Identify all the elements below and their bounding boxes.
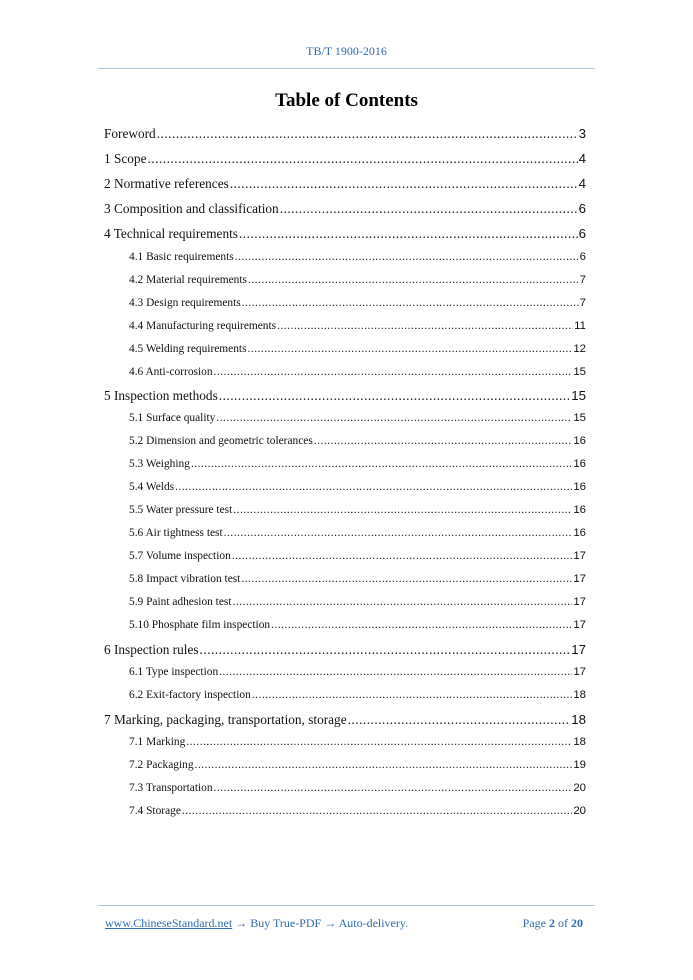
toc-entry-label: 5.1 Surface quality	[129, 412, 216, 424]
toc-entry-page-number: 16	[573, 481, 586, 493]
toc-entry-label: 4.4 Manufacturing requirements	[129, 320, 277, 332]
toc-dot-leader	[200, 642, 571, 658]
toc-entry-subsection[interactable]	[129, 596, 586, 608]
toc-entry-subsection[interactable]	[129, 412, 586, 424]
toc-dot-leader	[239, 226, 578, 242]
toc-entry-label: 4.3 Design requirements	[129, 297, 241, 309]
toc-entry-subsection[interactable]	[129, 458, 586, 470]
toc-entry-label: 5.5 Water pressure test	[129, 504, 233, 516]
toc-dot-leader	[195, 759, 573, 771]
toc-entry-page-number: 17	[573, 550, 586, 562]
toc-entry-page-number: 6	[578, 226, 586, 241]
toc-entry-section[interactable]	[104, 201, 586, 217]
toc-dot-leader	[230, 176, 578, 192]
toc-entry-page-number: 17	[571, 642, 586, 657]
toc-entry-page-number: 20	[573, 805, 586, 817]
toc-entry-page-number: 6	[579, 251, 586, 263]
page-footer	[105, 916, 583, 931]
toc-entry-page-number: 4	[578, 176, 586, 191]
toc-entry-label: 5.8 Impact vibration test	[129, 573, 241, 585]
toc-entry-label: 6 Inspection rules	[104, 642, 199, 657]
toc-dot-leader	[252, 689, 573, 701]
toc-dot-leader	[219, 666, 572, 678]
toc-dot-leader	[232, 550, 573, 562]
toc-dot-leader	[233, 596, 573, 608]
toc-entry-subsection[interactable]	[129, 251, 586, 263]
total-pages-number: 20	[571, 916, 583, 930]
toc-entry-label: 6.1 Type inspection	[129, 666, 219, 678]
toc-entry-label: 5.7 Volume inspection	[129, 550, 231, 562]
toc-entry-page-number: 16	[573, 435, 586, 447]
page-title: Table of Contents	[275, 90, 418, 111]
toc-entry-subsection[interactable]	[129, 366, 586, 378]
toc-dot-leader	[242, 297, 579, 309]
toc-entry-label: 5.6 Air tightness test	[129, 527, 223, 539]
current-page-number: 2	[549, 916, 555, 930]
toc-entry-label: 7 Marking, packaging, transportation, storage	[104, 712, 347, 727]
toc-entry-page-number: 15	[573, 412, 586, 424]
toc-entry-subsection[interactable]	[129, 274, 586, 286]
toc-entry-page-number: 17	[573, 596, 586, 608]
toc-entry-section[interactable]	[104, 388, 586, 404]
toc-entry-label: Foreword	[104, 126, 156, 141]
toc-dot-leader	[277, 320, 573, 332]
toc-entry-page-number: 7	[579, 274, 586, 286]
toc-dot-leader	[186, 736, 572, 748]
toc-entry-page-number: 16	[573, 527, 586, 539]
promo-text: → Buy True-PDF → Auto-delivery.	[232, 916, 409, 930]
page-word: Page	[522, 916, 546, 930]
toc-entry-subsection[interactable]	[129, 805, 586, 817]
toc-entry-label: 7.1 Marking	[129, 736, 186, 748]
toc-entry-page-number: 15	[571, 388, 586, 403]
toc-entry-page-number: 11	[574, 320, 586, 332]
toc-entry-label: 1 Scope	[104, 151, 147, 166]
toc-entry-label: 4.6 Anti-corrosion	[129, 366, 213, 378]
toc-entry-label: 5.10 Phosphate film inspection	[129, 619, 271, 631]
footer-divider	[98, 905, 595, 906]
toc-entry-page-number: 4	[578, 151, 586, 166]
toc-entry-section[interactable]	[104, 176, 586, 192]
toc-entry-subsection[interactable]	[129, 573, 586, 585]
toc-dot-leader	[233, 504, 572, 516]
footer-promo	[105, 916, 408, 931]
toc-entry-page-number: 17	[573, 619, 586, 631]
toc-entry-label: 5.3 Weighing	[129, 458, 190, 470]
toc-entry-subsection[interactable]	[129, 527, 586, 539]
toc-dot-leader	[314, 435, 573, 447]
toc-dot-leader	[182, 805, 572, 817]
toc-entry-label: 5.9 Paint adhesion test	[129, 596, 232, 608]
toc-entry-label: 3 Composition and classification	[104, 201, 279, 216]
toc-entry-page-number: 15	[573, 366, 586, 378]
toc-entry-subsection[interactable]	[129, 736, 586, 748]
toc-entry-subsection[interactable]	[129, 759, 586, 771]
toc-entry-label: 7.2 Packaging	[129, 759, 194, 771]
toc-entry-page-number: 18	[573, 689, 586, 701]
toc-dot-leader	[214, 366, 573, 378]
toc-entry-subsection[interactable]	[129, 666, 586, 678]
toc-entry-subsection[interactable]	[129, 550, 586, 562]
document-code-header: TB/T 1900-2016	[306, 44, 387, 58]
toc-entry-subsection[interactable]	[129, 435, 586, 447]
of-word: of	[558, 916, 568, 930]
toc-entry-page-number: 16	[573, 458, 586, 470]
toc-entry-label: 4.5 Welding requirements	[129, 343, 247, 355]
toc-entry-label: 7.4 Storage	[129, 805, 181, 817]
toc-entry-page-number: 19	[573, 759, 586, 771]
toc-entry-page-number: 7	[579, 297, 586, 309]
toc-entry-subsection[interactable]	[129, 320, 586, 332]
toc-dot-leader	[191, 458, 572, 470]
toc-entry-label: 6.2 Exit-factory inspection	[129, 689, 251, 701]
toc-dot-leader	[241, 573, 572, 585]
toc-entry-label: 2 Normative references	[104, 176, 229, 191]
toc-dot-leader	[271, 619, 572, 631]
toc-dot-leader	[157, 126, 578, 142]
toc-entry-section[interactable]	[104, 642, 586, 658]
header-divider	[98, 68, 595, 69]
toc-entry-label: 4 Technical requirements	[104, 226, 238, 241]
toc-entry-page-number: 17	[573, 573, 586, 585]
toc-entry-page-number: 16	[573, 504, 586, 516]
toc-dot-leader	[280, 201, 578, 217]
toc-entry-page-number: 6	[578, 201, 586, 216]
toc-entry-page-number: 18	[571, 712, 586, 727]
toc-dot-leader	[235, 251, 579, 263]
toc-dot-leader	[348, 712, 571, 728]
toc-entry-page-number: 3	[578, 126, 586, 141]
toc-entry-label: 5 Inspection methods	[104, 388, 218, 403]
toc-entry-section[interactable]	[104, 712, 586, 728]
toc-dot-leader	[248, 274, 579, 286]
toc-dot-leader	[216, 412, 572, 424]
toc-entry-subsection[interactable]	[129, 343, 586, 355]
toc-entry-subsection[interactable]	[129, 689, 586, 701]
toc-entry-section[interactable]	[104, 226, 586, 242]
toc-dot-leader	[175, 481, 572, 493]
toc-dot-leader	[147, 151, 577, 167]
toc-entry-section[interactable]	[104, 151, 586, 167]
toc-entry-section[interactable]	[104, 126, 586, 142]
toc-entry-subsection[interactable]	[129, 297, 586, 309]
toc-entry-label: 7.3 Transportation	[129, 782, 213, 794]
toc-entry-page-number: 20	[573, 782, 586, 794]
page-indicator	[523, 916, 583, 931]
toc-entry-label: 5.2 Dimension and geometric tolerances	[129, 435, 313, 447]
toc-entry-label: 5.4 Welds	[129, 481, 175, 493]
toc-entry-label: 4.2 Material requirements	[129, 274, 247, 286]
toc-dot-leader	[214, 782, 573, 794]
toc-entry-subsection[interactable]	[129, 782, 586, 794]
toc-dot-leader	[248, 343, 573, 355]
toc-dot-leader	[219, 388, 570, 404]
toc-entry-label: 4.1 Basic requirements	[129, 251, 234, 263]
toc-entry-subsection[interactable]	[129, 504, 586, 516]
site-link[interactable]: www.ChineseStandard.net	[105, 916, 233, 930]
toc-entry-subsection[interactable]	[129, 481, 586, 493]
toc-dot-leader	[224, 527, 573, 539]
toc-entry-page-number: 18	[573, 736, 586, 748]
toc-entry-subsection[interactable]	[129, 619, 586, 631]
toc-entry-page-number: 17	[573, 666, 586, 678]
toc-entry-page-number: 12	[573, 343, 586, 355]
